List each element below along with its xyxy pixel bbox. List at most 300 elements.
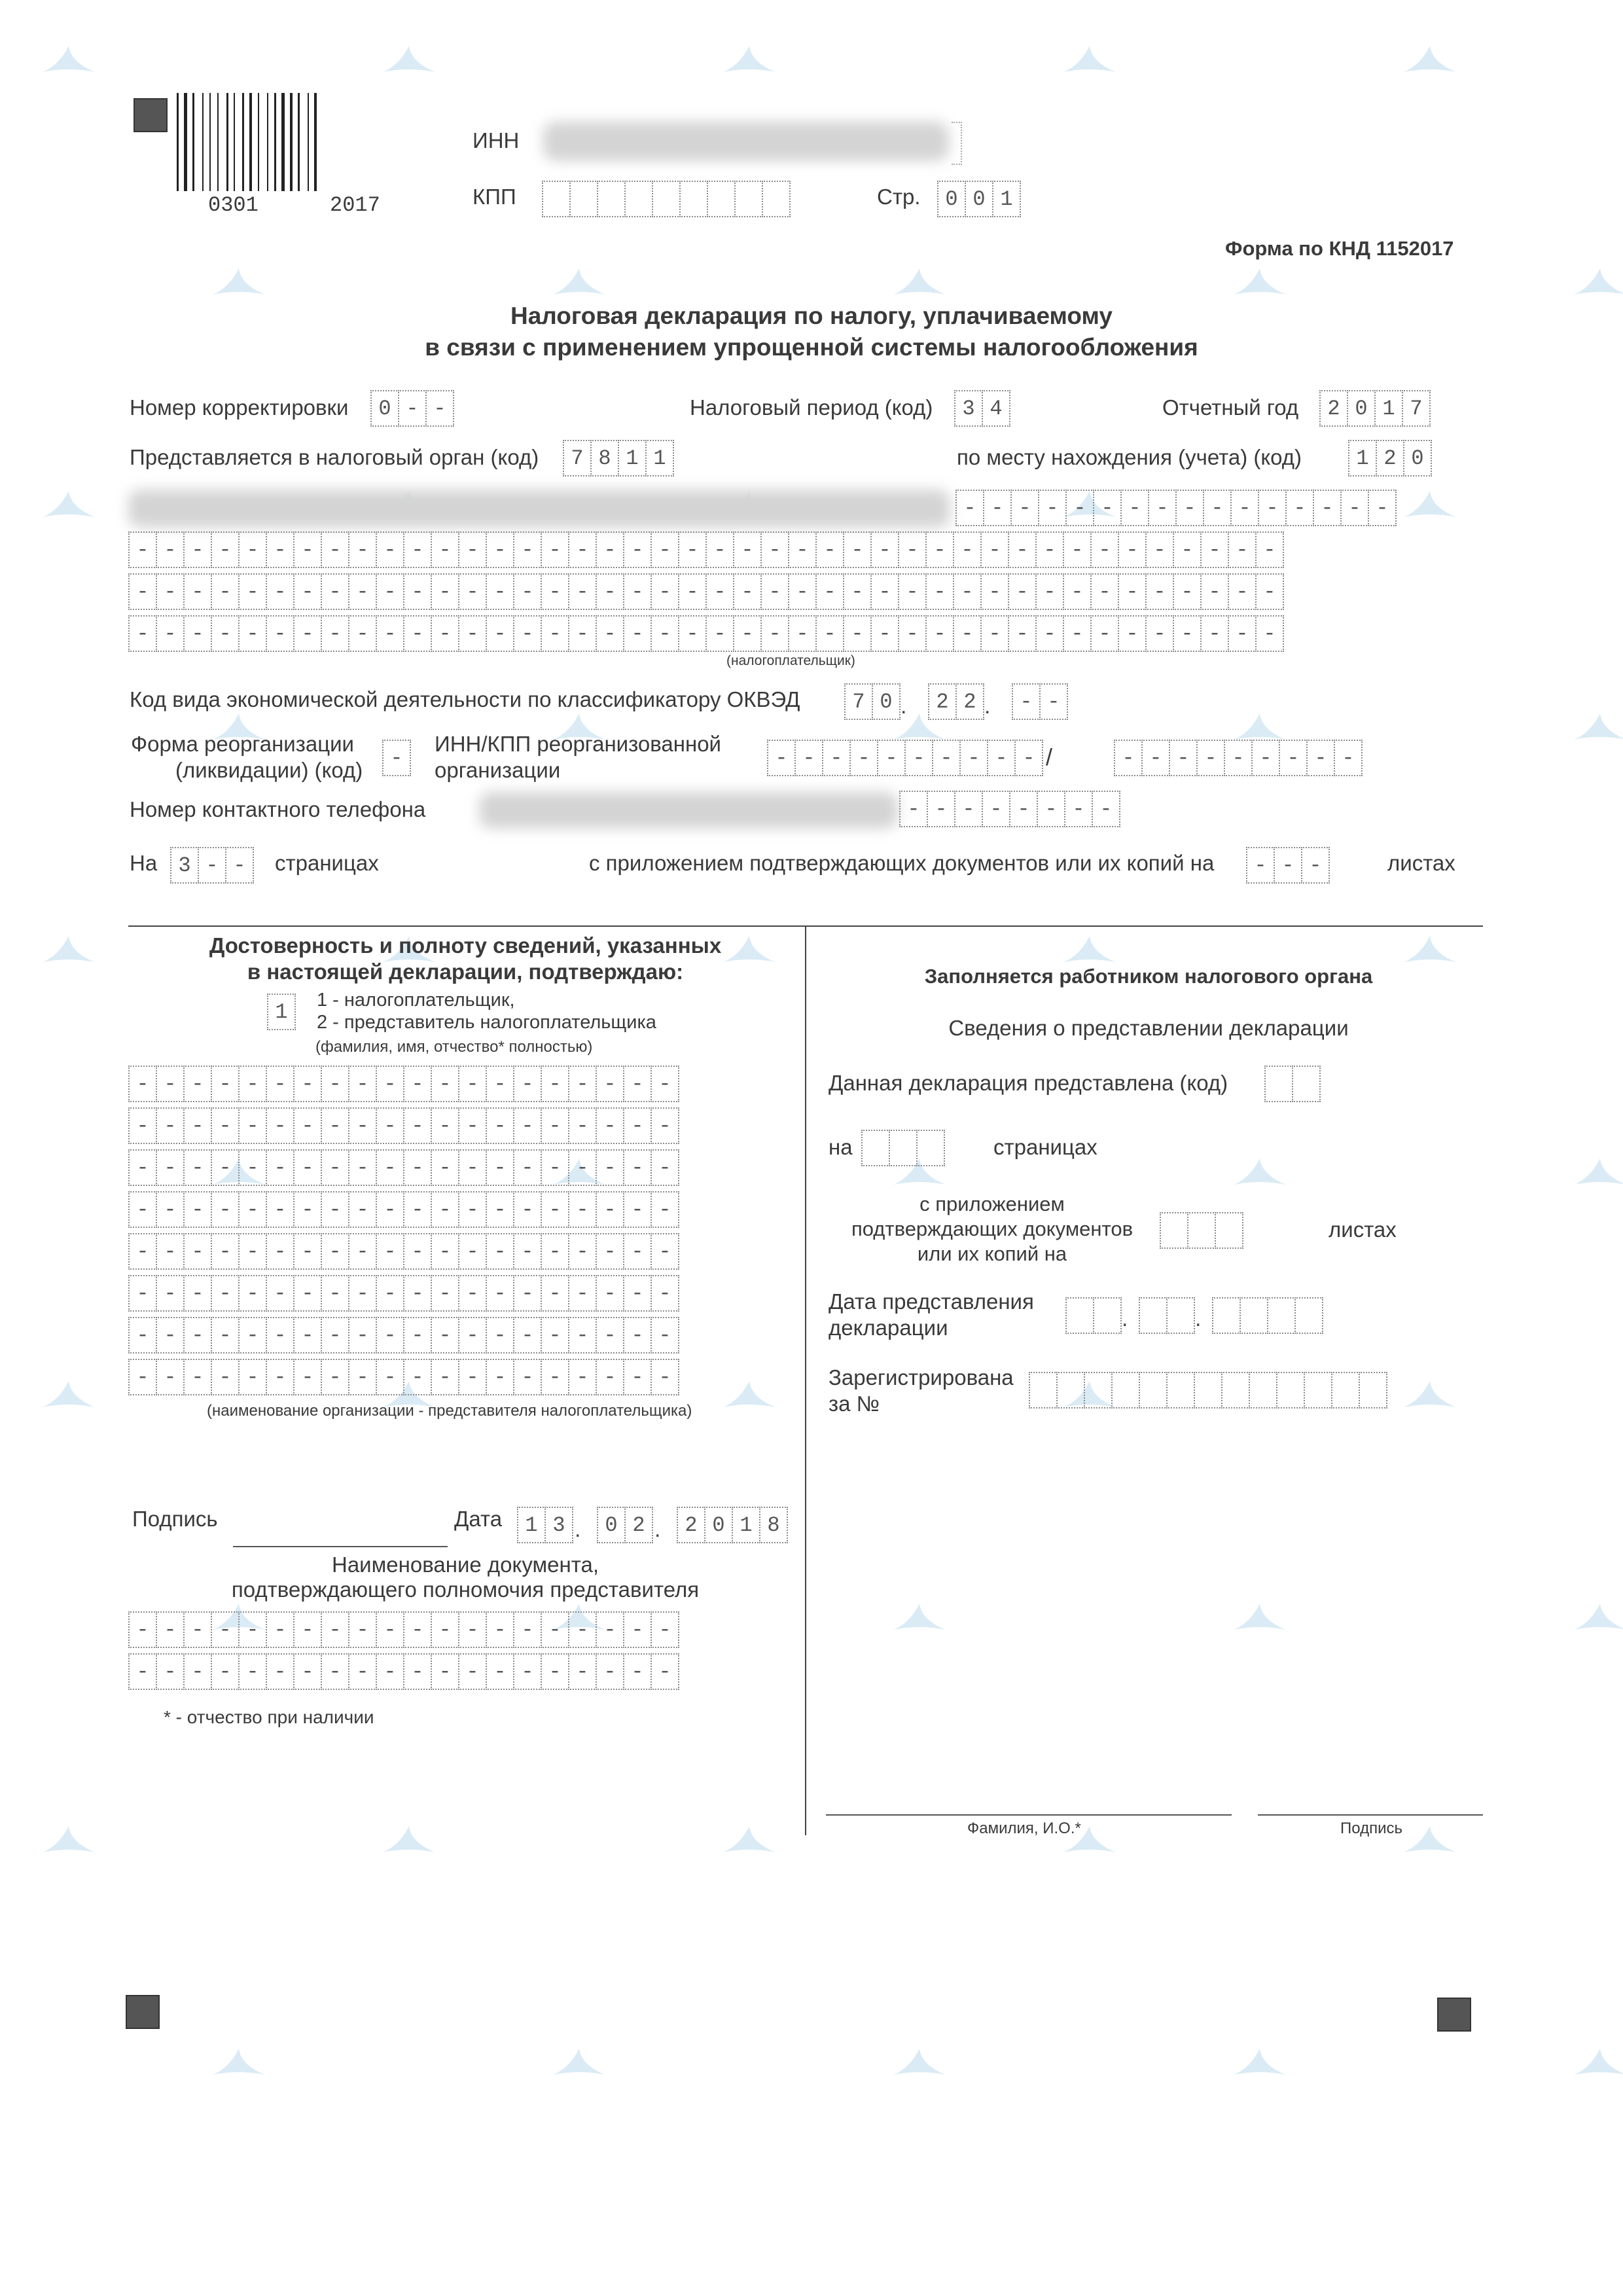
cell[interactable] bbox=[1331, 1372, 1360, 1408]
cell[interactable]: - bbox=[788, 615, 817, 652]
cell[interactable] bbox=[861, 1130, 890, 1166]
cell[interactable]: - bbox=[486, 1359, 514, 1395]
cell[interactable]: - bbox=[211, 573, 240, 610]
cell[interactable]: - bbox=[568, 1611, 597, 1648]
cell[interactable]: - bbox=[513, 1611, 542, 1648]
cell[interactable]: - bbox=[705, 531, 734, 568]
cell[interactable]: - bbox=[431, 1107, 459, 1144]
cell[interactable]: - bbox=[1173, 531, 1202, 568]
cell[interactable]: - bbox=[128, 1066, 157, 1102]
cell[interactable]: - bbox=[458, 1233, 487, 1270]
cell[interactable]: - bbox=[211, 1275, 240, 1312]
cell[interactable]: - bbox=[767, 740, 796, 776]
doc-row-1[interactable] bbox=[128, 1611, 678, 1648]
cell[interactable]: - bbox=[156, 1317, 185, 1354]
cell[interactable]: - bbox=[541, 1611, 569, 1648]
cell[interactable]: - bbox=[266, 1191, 294, 1228]
cell[interactable]: - bbox=[623, 1066, 652, 1102]
cell[interactable]: - bbox=[568, 1233, 597, 1270]
signature-line[interactable] bbox=[233, 1546, 448, 1547]
cell[interactable]: - bbox=[321, 1653, 349, 1690]
org-row-1[interactable] bbox=[128, 1191, 678, 1228]
cell[interactable]: - bbox=[925, 573, 954, 610]
cell[interactable]: - bbox=[541, 1275, 569, 1312]
cell[interactable]: - bbox=[183, 573, 212, 610]
cell[interactable]: - bbox=[156, 573, 185, 610]
cell[interactable]: - bbox=[376, 531, 404, 568]
cell[interactable]: - bbox=[238, 1233, 267, 1270]
fio-row-3[interactable] bbox=[128, 1149, 678, 1186]
cell[interactable]: - bbox=[815, 615, 844, 652]
cell[interactable]: - bbox=[623, 1149, 652, 1186]
cell[interactable]: - bbox=[541, 1066, 569, 1102]
cell[interactable]: - bbox=[156, 1359, 185, 1395]
cell[interactable]: - bbox=[1093, 490, 1122, 526]
cell[interactable]: - bbox=[651, 1149, 679, 1186]
cell[interactable] bbox=[1093, 1297, 1122, 1334]
cell[interactable]: - bbox=[458, 1275, 487, 1312]
phone-cells[interactable] bbox=[899, 791, 1119, 827]
cell[interactable]: - bbox=[596, 1066, 624, 1102]
cell[interactable]: - bbox=[183, 1107, 212, 1144]
cell[interactable] bbox=[889, 1130, 918, 1166]
cell[interactable]: - bbox=[321, 1233, 349, 1270]
place-code-cells[interactable]: 1 2 0 bbox=[1348, 440, 1431, 476]
cell[interactable]: - bbox=[932, 740, 961, 776]
cell[interactable]: - bbox=[1035, 573, 1064, 610]
cell[interactable]: - bbox=[705, 615, 734, 652]
cell[interactable]: - bbox=[513, 1359, 542, 1395]
office-date-day[interactable] bbox=[1065, 1297, 1120, 1334]
cell[interactable]: - bbox=[431, 1359, 459, 1395]
cell[interactable]: - bbox=[403, 1191, 432, 1228]
cell[interactable]: - bbox=[321, 1107, 349, 1144]
cell[interactable]: - bbox=[1334, 740, 1363, 776]
cell[interactable]: - bbox=[403, 1275, 432, 1312]
cell[interactable]: - bbox=[568, 1191, 597, 1228]
cell[interactable]: - bbox=[128, 1149, 157, 1186]
cell[interactable]: - bbox=[596, 1317, 624, 1354]
cell[interactable]: - bbox=[486, 1275, 514, 1312]
cell[interactable]: - bbox=[128, 1317, 157, 1354]
cell[interactable]: - bbox=[870, 573, 899, 610]
cell[interactable]: - bbox=[266, 1149, 294, 1186]
cell[interactable]: - bbox=[623, 1107, 652, 1144]
cell[interactable]: - bbox=[1175, 490, 1204, 526]
cell[interactable]: - bbox=[458, 531, 487, 568]
office-date-month[interactable] bbox=[1139, 1297, 1194, 1334]
cell[interactable]: - bbox=[486, 1066, 514, 1102]
cell[interactable]: - bbox=[568, 1149, 597, 1186]
date-year-cells[interactable]: 2 0 1 8 bbox=[677, 1507, 787, 1543]
cell[interactable]: - bbox=[293, 1359, 322, 1395]
cell[interactable] bbox=[1276, 1372, 1305, 1408]
cell[interactable]: - bbox=[376, 1149, 404, 1186]
cell[interactable]: - bbox=[238, 1191, 267, 1228]
okved-cells-2[interactable]: 2 2 bbox=[928, 683, 983, 720]
cell[interactable]: - bbox=[321, 1359, 349, 1395]
cell[interactable] bbox=[1194, 1372, 1222, 1408]
cell[interactable]: - bbox=[156, 1066, 185, 1102]
cell[interactable]: - bbox=[293, 1149, 322, 1186]
cell[interactable]: - bbox=[1063, 573, 1092, 610]
cell[interactable]: - bbox=[1228, 615, 1257, 652]
cell[interactable]: - bbox=[348, 1611, 377, 1648]
cell[interactable]: - bbox=[183, 1275, 212, 1312]
cell[interactable]: - bbox=[1090, 615, 1119, 652]
cell[interactable]: - bbox=[788, 573, 817, 610]
cell[interactable]: - bbox=[568, 615, 597, 652]
cell[interactable]: - bbox=[927, 791, 955, 827]
cell[interactable]: - bbox=[953, 573, 982, 610]
cell[interactable]: - bbox=[376, 1066, 404, 1102]
cell[interactable]: - bbox=[733, 615, 762, 652]
cell[interactable]: - bbox=[568, 1107, 597, 1144]
reg-number-cells[interactable] bbox=[1029, 1372, 1386, 1408]
cell[interactable]: - bbox=[541, 1317, 569, 1354]
cell[interactable]: - bbox=[513, 1233, 542, 1270]
cell[interactable]: - bbox=[321, 573, 349, 610]
cell[interactable]: - bbox=[211, 1149, 240, 1186]
cell[interactable]: - bbox=[1090, 573, 1119, 610]
cell[interactable]: - bbox=[1145, 615, 1174, 652]
cell[interactable]: - bbox=[568, 531, 597, 568]
cell[interactable]: - bbox=[183, 1317, 212, 1354]
cell[interactable]: - bbox=[980, 573, 1009, 610]
org-row-2[interactable] bbox=[128, 1233, 678, 1270]
cell[interactable]: - bbox=[1118, 615, 1147, 652]
cell[interactable]: - bbox=[486, 1317, 514, 1354]
cell[interactable]: - bbox=[541, 1149, 569, 1186]
cell[interactable]: - bbox=[541, 1191, 569, 1228]
cell[interactable]: - bbox=[458, 1149, 487, 1186]
cell[interactable]: - bbox=[1145, 573, 1174, 610]
cell[interactable]: - bbox=[128, 1233, 157, 1270]
cell[interactable]: - bbox=[211, 1107, 240, 1144]
cell[interactable]: - bbox=[321, 1611, 349, 1648]
cell[interactable]: - bbox=[568, 1275, 597, 1312]
cell[interactable]: - bbox=[1035, 615, 1064, 652]
cell[interactable]: - bbox=[183, 1611, 212, 1648]
cell[interactable]: - bbox=[156, 1233, 185, 1270]
cell[interactable]: - bbox=[293, 1653, 322, 1690]
cell[interactable]: - bbox=[128, 1653, 157, 1690]
cell[interactable]: - bbox=[1173, 573, 1202, 610]
org-row-4[interactable] bbox=[128, 1317, 678, 1354]
cell[interactable] bbox=[1187, 1212, 1216, 1249]
cell[interactable]: - bbox=[183, 531, 212, 568]
cell[interactable]: - bbox=[513, 1066, 542, 1102]
cell[interactable]: - bbox=[623, 1359, 652, 1395]
cell[interactable] bbox=[916, 1130, 945, 1166]
cell[interactable]: - bbox=[458, 1653, 487, 1690]
cell[interactable]: - bbox=[1120, 490, 1149, 526]
cell[interactable]: - bbox=[431, 1611, 459, 1648]
cell[interactable]: - bbox=[1008, 531, 1037, 568]
kpp-cells[interactable] bbox=[542, 181, 789, 217]
cell[interactable]: - bbox=[238, 1653, 267, 1690]
cell[interactable]: - bbox=[596, 531, 624, 568]
cell[interactable] bbox=[1267, 1297, 1296, 1334]
cell[interactable]: - bbox=[1035, 531, 1064, 568]
cell[interactable]: - bbox=[486, 573, 514, 610]
cell[interactable]: - bbox=[128, 1275, 157, 1312]
cell[interactable]: - bbox=[623, 1653, 652, 1690]
cell[interactable]: - bbox=[486, 1149, 514, 1186]
cell[interactable]: - bbox=[266, 1359, 294, 1395]
cell[interactable]: - bbox=[925, 531, 954, 568]
cell[interactable]: - bbox=[431, 573, 459, 610]
cell[interactable] bbox=[1249, 1372, 1277, 1408]
cell[interactable]: - bbox=[1090, 531, 1119, 568]
cell[interactable]: - bbox=[348, 1066, 377, 1102]
cell[interactable]: - bbox=[183, 1066, 212, 1102]
taxpayer-name-row-4[interactable] bbox=[128, 615, 1283, 652]
cell[interactable]: - bbox=[760, 615, 789, 652]
cell[interactable] bbox=[1264, 1066, 1293, 1102]
cell[interactable]: - bbox=[1037, 791, 1065, 827]
cell[interactable]: - bbox=[128, 1359, 157, 1395]
org-row-3[interactable] bbox=[128, 1275, 678, 1312]
cell[interactable]: - bbox=[794, 740, 823, 776]
date-day-cells[interactable]: 1 3 bbox=[517, 1507, 572, 1543]
cell[interactable] bbox=[1359, 1372, 1387, 1408]
cell[interactable]: - bbox=[623, 615, 652, 652]
cell[interactable]: - bbox=[293, 1107, 322, 1144]
cell[interactable]: - bbox=[1173, 615, 1202, 652]
cell[interactable]: - bbox=[760, 531, 789, 568]
cell[interactable]: - bbox=[959, 740, 988, 776]
cell[interactable]: - bbox=[348, 1653, 377, 1690]
reorg-form-cell[interactable]: - bbox=[382, 740, 410, 776]
cell[interactable]: - bbox=[238, 615, 267, 652]
cell[interactable]: - bbox=[486, 1107, 514, 1144]
cell[interactable]: - bbox=[431, 1191, 459, 1228]
cell[interactable]: - bbox=[982, 791, 1010, 827]
cell[interactable]: - bbox=[403, 1107, 432, 1144]
cell[interactable]: - bbox=[1009, 791, 1038, 827]
organ-code-cells[interactable]: 7 8 1 1 bbox=[563, 440, 673, 476]
cell[interactable]: - bbox=[266, 1317, 294, 1354]
cell[interactable]: - bbox=[403, 1317, 432, 1354]
cell[interactable]: - bbox=[596, 1233, 624, 1270]
taxpayer-name-row-3[interactable] bbox=[128, 573, 1283, 610]
cell[interactable]: - bbox=[1063, 531, 1092, 568]
cell[interactable]: - bbox=[348, 1359, 377, 1395]
cell[interactable]: - bbox=[1200, 573, 1229, 610]
cell[interactable]: - bbox=[321, 1066, 349, 1102]
cell[interactable]: - bbox=[156, 1611, 185, 1648]
cell[interactable]: - bbox=[321, 531, 349, 568]
cell[interactable]: - bbox=[486, 1191, 514, 1228]
cell[interactable]: - bbox=[1228, 573, 1257, 610]
cell[interactable]: - bbox=[376, 1317, 404, 1354]
cell[interactable]: - bbox=[596, 1149, 624, 1186]
cell[interactable]: - bbox=[211, 1317, 240, 1354]
cell[interactable]: - bbox=[870, 615, 899, 652]
cell[interactable]: - bbox=[431, 1149, 459, 1186]
cell[interactable]: - bbox=[568, 1359, 597, 1395]
cell[interactable]: - bbox=[898, 573, 927, 610]
cell[interactable]: - bbox=[513, 573, 542, 610]
cell[interactable]: - bbox=[458, 1107, 487, 1144]
office-date-year[interactable] bbox=[1212, 1297, 1322, 1334]
year-cells[interactable]: 2 0 1 7 bbox=[1319, 390, 1429, 427]
cell[interactable]: - bbox=[128, 1191, 157, 1228]
cell[interactable]: - bbox=[513, 531, 542, 568]
cell[interactable]: - bbox=[513, 1653, 542, 1690]
cell[interactable]: - bbox=[376, 1359, 404, 1395]
cell[interactable]: - bbox=[541, 531, 569, 568]
cell[interactable]: - bbox=[266, 1611, 294, 1648]
cell[interactable]: - bbox=[348, 573, 377, 610]
cell[interactable]: - bbox=[238, 1066, 267, 1102]
cell[interactable]: - bbox=[211, 1611, 240, 1648]
cell[interactable]: - bbox=[376, 1107, 404, 1144]
cell[interactable]: - bbox=[877, 740, 906, 776]
cell[interactable]: - bbox=[1014, 740, 1043, 776]
cell[interactable]: - bbox=[321, 1191, 349, 1228]
cell[interactable]: - bbox=[596, 1359, 624, 1395]
cell[interactable]: - bbox=[596, 1107, 624, 1144]
cell[interactable]: - bbox=[156, 531, 185, 568]
cell[interactable]: - bbox=[293, 1275, 322, 1312]
cell[interactable]: - bbox=[266, 1653, 294, 1690]
cell[interactable] bbox=[1166, 1372, 1195, 1408]
cell[interactable]: - bbox=[348, 1233, 377, 1270]
cell[interactable]: - bbox=[458, 615, 487, 652]
cell[interactable]: - bbox=[1258, 490, 1287, 526]
cell[interactable]: - bbox=[954, 791, 983, 827]
cell[interactable]: - bbox=[376, 1611, 404, 1648]
cell[interactable]: - bbox=[1203, 490, 1232, 526]
fio-row-2[interactable] bbox=[128, 1107, 678, 1144]
cell[interactable]: - bbox=[293, 615, 322, 652]
cell[interactable]: - bbox=[266, 1233, 294, 1270]
cell[interactable]: - bbox=[156, 1107, 185, 1144]
cell[interactable]: - bbox=[211, 531, 240, 568]
cell[interactable]: - bbox=[1255, 573, 1284, 610]
cell[interactable]: - bbox=[1224, 740, 1253, 776]
cell[interactable]: - bbox=[733, 531, 762, 568]
cell[interactable]: - bbox=[651, 1359, 679, 1395]
office-pages-cells[interactable] bbox=[861, 1130, 944, 1166]
cell[interactable]: - bbox=[376, 573, 404, 610]
cell[interactable]: - bbox=[843, 573, 872, 610]
cell[interactable]: - bbox=[953, 615, 982, 652]
cell[interactable]: - bbox=[128, 1611, 157, 1648]
cell[interactable]: - bbox=[788, 531, 817, 568]
cell[interactable] bbox=[1304, 1372, 1332, 1408]
cell[interactable] bbox=[1029, 1372, 1058, 1408]
cell[interactable]: - bbox=[183, 1359, 212, 1395]
cell[interactable]: - bbox=[321, 1317, 349, 1354]
cell[interactable]: - bbox=[899, 791, 928, 827]
cell[interactable]: - bbox=[293, 1233, 322, 1270]
cell[interactable]: - bbox=[348, 1191, 377, 1228]
cell[interactable]: - bbox=[403, 1149, 432, 1186]
cell[interactable] bbox=[1166, 1297, 1195, 1334]
cell[interactable]: - bbox=[238, 1149, 267, 1186]
cell[interactable]: - bbox=[568, 573, 597, 610]
attach-sheets-cells[interactable]: - - - bbox=[1246, 847, 1329, 884]
cell[interactable]: - bbox=[376, 1233, 404, 1270]
cell[interactable] bbox=[1056, 1372, 1085, 1408]
cell[interactable]: - bbox=[486, 1233, 514, 1270]
cell[interactable]: - bbox=[293, 1066, 322, 1102]
cell[interactable]: - bbox=[651, 1066, 679, 1102]
cell[interactable] bbox=[1215, 1212, 1243, 1249]
cell[interactable]: - bbox=[1141, 740, 1170, 776]
cell[interactable]: - bbox=[238, 1359, 267, 1395]
cell[interactable]: - bbox=[513, 1317, 542, 1354]
cell[interactable]: - bbox=[348, 531, 377, 568]
cell[interactable]: - bbox=[705, 573, 734, 610]
cell[interactable]: - bbox=[596, 1653, 624, 1690]
office-fio-line[interactable] bbox=[826, 1814, 1232, 1816]
cell[interactable]: - bbox=[651, 1611, 679, 1648]
cell[interactable]: - bbox=[541, 573, 569, 610]
cell[interactable]: - bbox=[815, 573, 844, 610]
cell[interactable]: - bbox=[321, 1149, 349, 1186]
cell[interactable]: - bbox=[651, 1653, 679, 1690]
cell[interactable]: - bbox=[156, 1149, 185, 1186]
office-sign-line[interactable] bbox=[1258, 1814, 1483, 1816]
cell[interactable]: - bbox=[1008, 573, 1037, 610]
cell[interactable]: - bbox=[156, 1191, 185, 1228]
cell[interactable]: - bbox=[980, 615, 1009, 652]
taxpayer-name-row-1[interactable] bbox=[955, 490, 1395, 526]
cell[interactable]: - bbox=[623, 1233, 652, 1270]
cell[interactable]: - bbox=[293, 1317, 322, 1354]
okved-cells-1[interactable]: 7 0 bbox=[844, 683, 899, 720]
cell[interactable]: - bbox=[211, 1359, 240, 1395]
cell[interactable]: - bbox=[1230, 490, 1259, 526]
cell[interactable]: - bbox=[293, 1611, 322, 1648]
cell[interactable]: - bbox=[458, 1359, 487, 1395]
cell[interactable]: - bbox=[568, 1653, 597, 1690]
cell[interactable]: - bbox=[156, 1275, 185, 1312]
cell[interactable]: - bbox=[1306, 740, 1335, 776]
cell[interactable]: - bbox=[1285, 490, 1314, 526]
cell[interactable]: - bbox=[513, 1191, 542, 1228]
cell[interactable]: - bbox=[513, 1107, 542, 1144]
cell[interactable]: - bbox=[458, 1611, 487, 1648]
cell[interactable]: - bbox=[596, 615, 624, 652]
cell[interactable] bbox=[1221, 1372, 1250, 1408]
cell[interactable] bbox=[1160, 1212, 1188, 1249]
cell[interactable]: - bbox=[678, 531, 707, 568]
cell[interactable]: - bbox=[1118, 573, 1147, 610]
cell[interactable]: - bbox=[1200, 615, 1229, 652]
cell[interactable]: - bbox=[843, 615, 872, 652]
cell[interactable]: - bbox=[1092, 791, 1120, 827]
cell[interactable]: - bbox=[1038, 490, 1067, 526]
cell[interactable]: - bbox=[651, 1317, 679, 1354]
cell[interactable]: - bbox=[513, 1275, 542, 1312]
cell[interactable]: - bbox=[1118, 531, 1147, 568]
cell[interactable]: - bbox=[266, 1107, 294, 1144]
cell[interactable]: - bbox=[321, 1275, 349, 1312]
cell[interactable]: - bbox=[431, 1066, 459, 1102]
fio-row-1[interactable] bbox=[128, 1066, 678, 1102]
pages-cells[interactable]: 3 - - bbox=[170, 847, 253, 884]
cell[interactable]: - bbox=[987, 740, 1016, 776]
cell[interactable] bbox=[1139, 1297, 1168, 1334]
cell[interactable]: - bbox=[980, 531, 1009, 568]
cell[interactable]: - bbox=[403, 1653, 432, 1690]
cell[interactable]: - bbox=[266, 1066, 294, 1102]
